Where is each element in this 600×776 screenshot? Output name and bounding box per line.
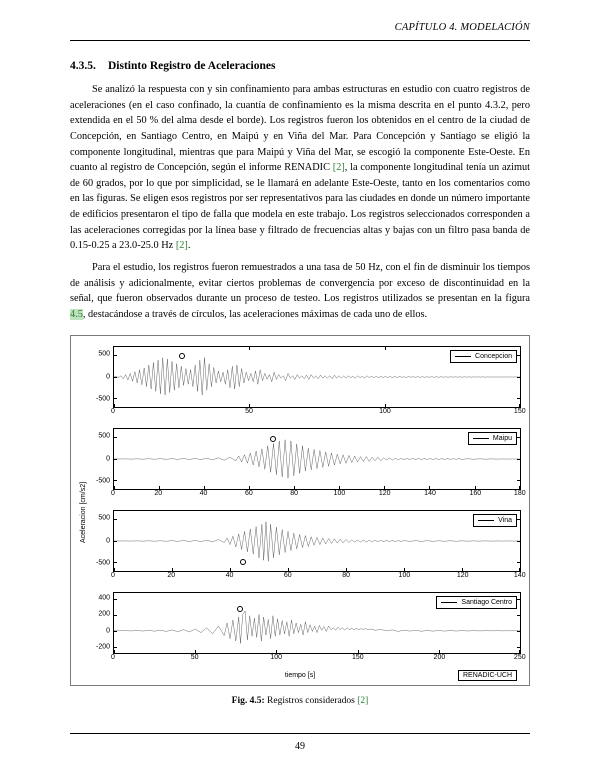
- citation-ref[interactable]: [2]: [332, 162, 345, 174]
- legend-label: Vina: [498, 516, 512, 524]
- panel-vina: [79, 510, 526, 582]
- legend-line-swatch: [441, 602, 457, 603]
- figure-caption-label: Fig. 4.5:: [231, 695, 265, 706]
- panel-concepcion-yticks: 500 0 -500: [95, 350, 110, 403]
- footer-rule: [70, 733, 530, 734]
- panel-maipu-trace: [114, 429, 520, 489]
- legend-line-swatch: [478, 520, 494, 521]
- panel-santiago-yticks: 400 200 0 -200: [95, 594, 110, 651]
- section-heading: [70, 60, 530, 72]
- peak-marker-concepcion: [179, 353, 185, 359]
- legend-concepcion: [450, 350, 517, 363]
- legend-maipu: [468, 432, 517, 445]
- figure-caption: [70, 696, 530, 706]
- panel-vina-plot: [113, 510, 521, 572]
- chart-stack: [79, 346, 526, 679]
- peak-marker-santiago: [237, 606, 243, 612]
- x-axis-label: tiempo [s] RENADIC-UCH: [79, 672, 521, 679]
- panel-concepcion: [79, 346, 526, 418]
- panel-maipu-yticks: 500 0 -500: [95, 432, 110, 485]
- legend-line-swatch: [455, 356, 471, 357]
- panel-santiago-plot: [113, 592, 521, 654]
- header-rule: [70, 40, 530, 41]
- panel-vina-trace: [114, 511, 520, 571]
- paragraph-2-text: Para el estudio, los registros fueron remuestrados a una tasa de 50 Hz, con el fin de disminuir los tiempos de análisis y adicionalmente, evitar ciertos problemas de convergencia por exceso de discontinuidad en la señal, que fueron observados durante un proceso de testeo. Los registros utilizados se presentan en la figura 4.5, destacándose a través de círculos, las aceleraciones máximas de cada uno de ellos.: [70, 262, 530, 320]
- panel-maipu-plot: [113, 428, 521, 490]
- legend-santiago-centro: [436, 596, 517, 609]
- page-number: 49: [295, 741, 305, 752]
- panel-vina-xticks: 0 20 40 60 80 100 120 140: [111, 571, 526, 579]
- legend-line-swatch: [473, 438, 489, 439]
- panel-santiago-centro: [79, 592, 526, 664]
- figure-caption-text: Registros considerados: [267, 695, 355, 706]
- section-title-text: Distinto Registro de Aceleraciones: [108, 60, 276, 72]
- running-header: CAPÍTULO 4. MODELACIÓN: [394, 22, 530, 33]
- renadic-stamp: RENADIC-UCH: [458, 670, 517, 681]
- paragraph-2: [70, 260, 530, 323]
- figure-caption-ref[interactable]: [2]: [357, 695, 369, 706]
- figure-4-5: [70, 335, 530, 706]
- panel-maipu: [79, 428, 526, 500]
- peak-marker-vina: [240, 559, 246, 565]
- page-content: [70, 52, 530, 706]
- figure-ref[interactable]: 4.5: [70, 308, 83, 320]
- figure-frame: [70, 335, 530, 686]
- y-axis-label: Aceleracion [cm/s2]: [80, 481, 88, 543]
- paragraph-1: [70, 82, 530, 254]
- paragraph-1-text: Se analizó la respuesta con y sin confinamiento para ambas estructuras en estudio con cuatro registros de aceleraciones (en el caso confinado, la cuantía de confinamiento es la misma descrita en el punto 4.3.2, pero extendida en el 50 % del alma desde el borde). Los registros fueron los obtenidos en el centro de la ciudad de Concepción, en Santiago Centro, en Maipú y en Viña del Mar. Para Concepción y Santiago se eligió la componente longitudinal, mientras que para Maipú y Viña del Mar, se escogió la componente Este-Oeste. En cuanto al registro de Concepción, según el informe RENADIC [2], la componente longitudinal tenía un azimut de 60 grados, por lo que por simplicidad, se le llamará en adelante Este-Oeste, tanto en los comentarios como en las figuras. Se eligen esos registros por ser representativos para las ciudades en donde un número importante de edificios presentaron el tipo de falla que modela en este trabajo. Los registros seleccionados corresponden a las aceleraciones corregidas por la línea base y filtrado de frecuencias altas y bajas con un filtro pasa banda de 0.15-0.25 a 23.0-25.0 Hz [2].: [70, 84, 530, 252]
- panel-santiago-xticks: 0 50 100 150 200 250: [111, 653, 526, 661]
- legend-label: Concepcion: [475, 352, 512, 360]
- panel-concepcion-xticks: 0 50 100 150: [111, 407, 526, 415]
- panel-vina-yticks: 500 0 -500: [95, 514, 110, 567]
- panel-concepcion-plot: [113, 346, 521, 408]
- legend-vina: [473, 514, 517, 527]
- section-number: 4.3.5.: [70, 60, 96, 72]
- legend-label: Maipu: [492, 434, 512, 442]
- citation-ref[interactable]: [2]: [175, 240, 188, 252]
- panel-maipu-xticks: 0 20 40 60 80 100 120 140 160 180: [111, 489, 526, 497]
- legend-label: Santiago Centro: [461, 598, 512, 606]
